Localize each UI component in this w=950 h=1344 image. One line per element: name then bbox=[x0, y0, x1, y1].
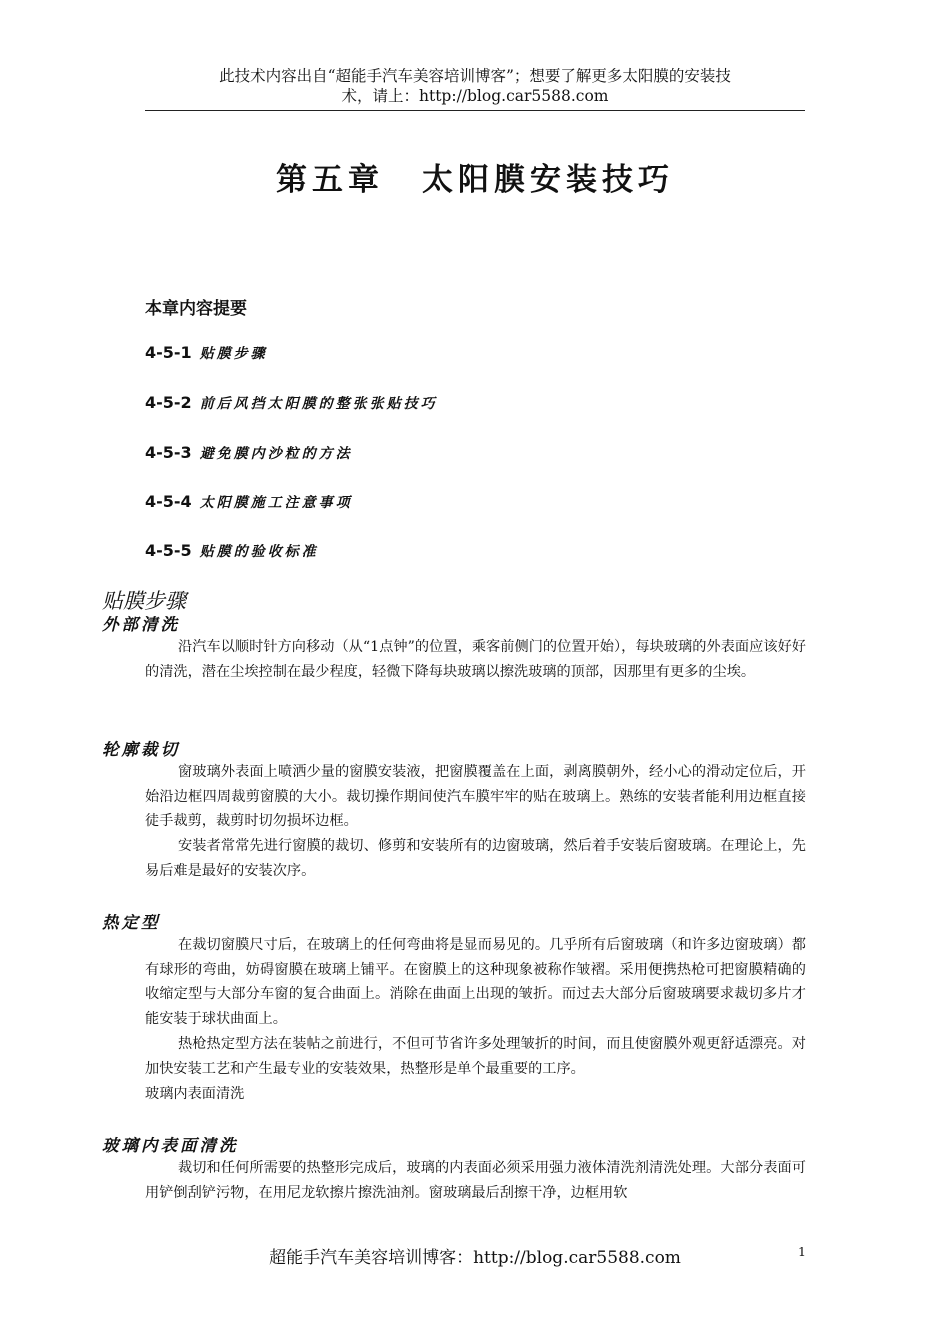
toc-number: 4-5-1 bbox=[145, 343, 192, 362]
subsection-title: 外部清洗 bbox=[102, 615, 180, 634]
toc-item bbox=[145, 541, 319, 561]
toc-text: 避免膜内沙粒的方法 bbox=[199, 446, 353, 462]
page-footer: 超能手汽车美容培训博客：http://blog.car5588.com bbox=[269, 1248, 681, 1268]
page-number: 1 bbox=[798, 1244, 806, 1259]
summary-heading: 本章内容提要 bbox=[145, 299, 247, 319]
chapter-title bbox=[0, 154, 950, 199]
toc-item bbox=[145, 492, 353, 512]
subsection-title: 轮廓裁切 bbox=[102, 740, 180, 759]
section-title: 贴膜步骤 bbox=[102, 589, 186, 613]
subsection-title: 玻璃内表面清洗 bbox=[102, 1136, 239, 1155]
page-header bbox=[145, 66, 805, 106]
chapter-number: 第五章 bbox=[276, 162, 384, 198]
chapter-name: 太阳膜安装技巧 bbox=[422, 162, 674, 198]
toc-text: 前后风挡太阳膜的整张张贴技巧 bbox=[199, 396, 438, 412]
toc-number: 4-5-2 bbox=[145, 393, 192, 412]
header-line-2: 术，请上：http://blog.car5588.com bbox=[341, 87, 609, 105]
paragraph: 裁切和任何所需要的热整形完成后，玻璃的内表面必须采用强力液体清洗剂清洗处理。大部分表面可用铲倒刮铲污物，在用尼龙软擦片擦洗油剂。窗玻璃最后刮擦干净，边框用软 bbox=[145, 1160, 806, 1201]
toc-text: 贴膜的验收标准 bbox=[199, 544, 319, 560]
subsection-title: 热定型 bbox=[102, 913, 161, 932]
toc-text: 太阳膜施工注意事项 bbox=[199, 495, 353, 511]
header-divider bbox=[145, 110, 805, 111]
toc-number: 4-5-5 bbox=[145, 541, 192, 560]
paragraph: 沿汽车以顺时针方向移动（从“1点钟”的位置，乘客前侧门的位置开始），每块玻璃的外表面应该好好的清洗，潜在尘埃控制在最少程度，轻微下降每块玻璃以擦洗玻璃的顶部，因那里有更多的尘埃。 bbox=[145, 639, 806, 680]
header-line-1: 此技术内容出自“超能手汽车美容培训博客”；想要了解更多太阳膜的安装技 bbox=[219, 67, 731, 85]
toc-number: 4-5-3 bbox=[145, 443, 192, 462]
toc-number: 4-5-4 bbox=[145, 492, 192, 511]
toc-item bbox=[145, 393, 438, 413]
paragraph: 在裁切窗膜尺寸后，在玻璃上的任何弯曲将是显而易见的。几乎所有后窗玻璃（和许多边窗玻璃）都有球形的弯曲，妨碍窗膜在玻璃上铺平。在窗膜上的这种现象被称作皱褶。采用便携热枪可把窗膜精确的收缩定型与大部分车窗的复合曲面上。消除在曲面上出现的皱折。而过去大部分后窗玻璃要求裁切多片才能安装于球状曲面上。 bbox=[145, 937, 806, 1027]
toc-item bbox=[145, 443, 353, 463]
paragraph: 热枪热定型方法在装帖之前进行，不但可节省许多处理皱折的时间，而且使窗膜外观更舒适漂亮。对加快安装工艺和产生最专业的安装效果，热整形是单个最重要的工序。 bbox=[145, 1036, 806, 1077]
paragraph: 安装者常常先进行窗膜的裁切、修剪和安装所有的边窗玻璃，然后着手安装后窗玻璃。在理论上，先易后难是最好的安装次序。 bbox=[145, 838, 806, 879]
paragraph: 玻璃内表面清洗 bbox=[145, 1086, 245, 1102]
paragraph: 窗玻璃外表面上喷洒少量的窗膜安装液，把窗膜覆盖在上面，剥离膜朝外，经小心的滑动定位后，开始沿边框四周裁剪窗膜的大小。裁切操作期间使汽车膜牢牢的贴在玻璃上。熟练的安装者能利用边框直接徒手裁剪，裁剪时切勿损坏边框。 bbox=[145, 764, 806, 829]
toc-item bbox=[145, 343, 268, 363]
toc-text: 贴膜步骤 bbox=[199, 346, 268, 362]
